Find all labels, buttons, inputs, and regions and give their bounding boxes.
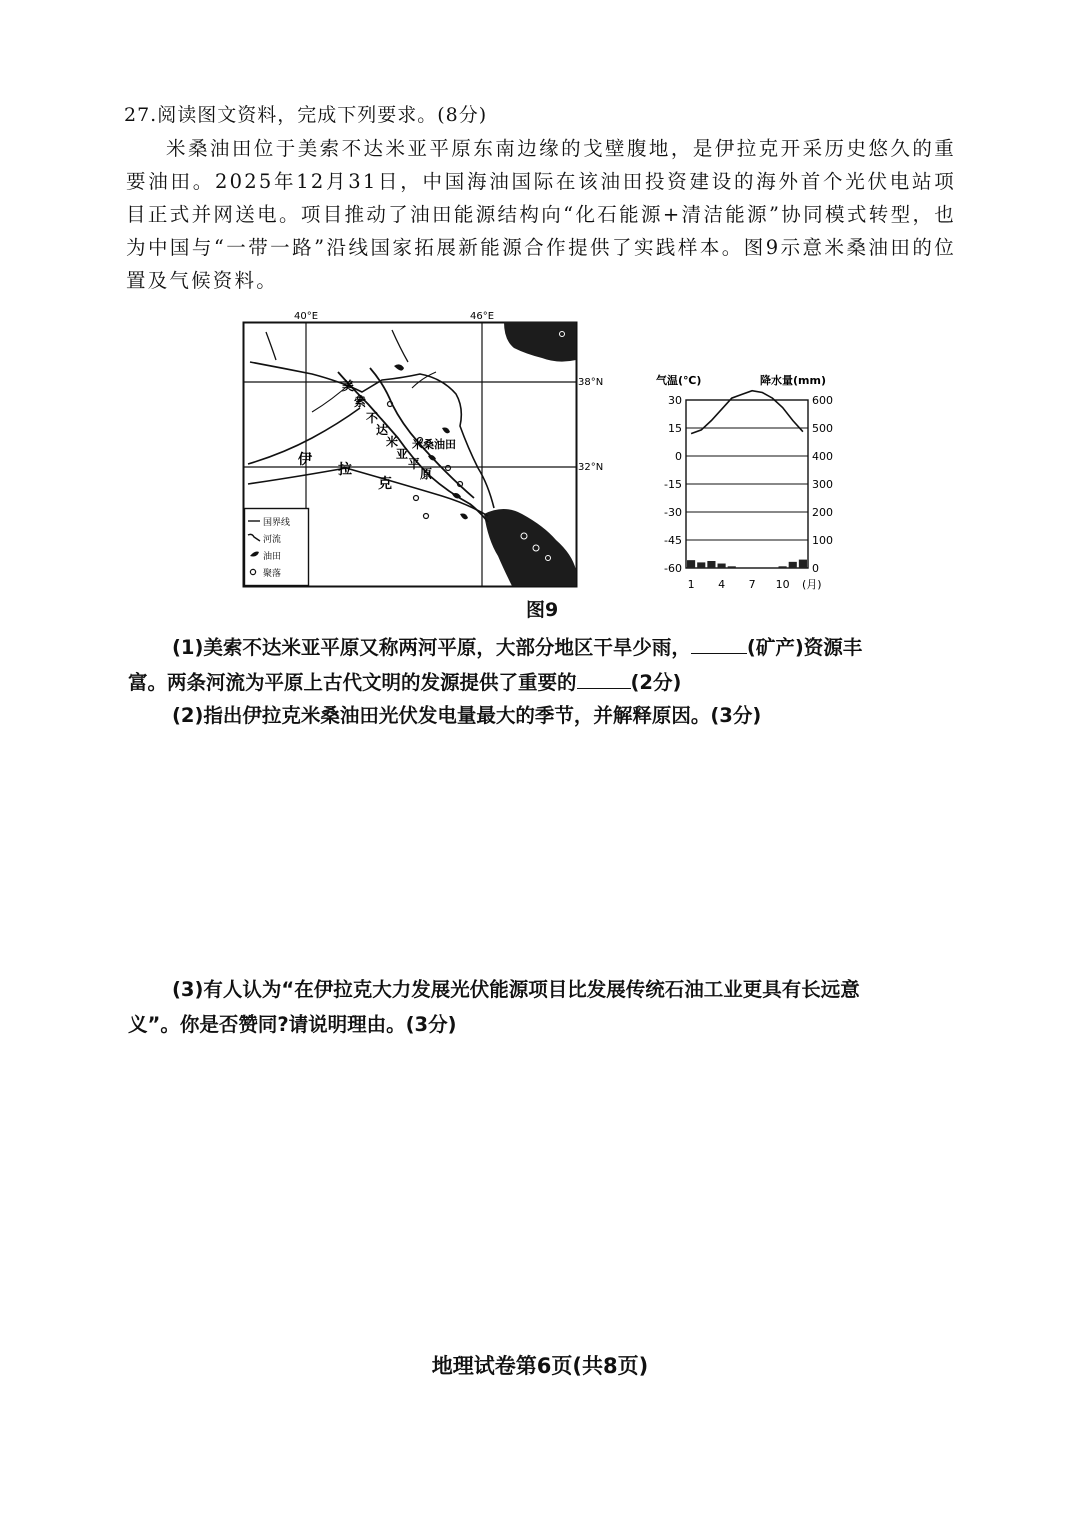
precipitation-bar xyxy=(789,562,797,568)
chart-tick-right: 100 xyxy=(812,534,833,547)
legend-label: 国界线 xyxy=(263,518,291,528)
answer-blank-condition[interactable] xyxy=(577,670,631,689)
map-place-label: 伊 xyxy=(298,452,312,468)
chart-tick-left: -15 xyxy=(664,478,682,491)
map-place-label: 亚 xyxy=(396,447,409,461)
sub-question-2 xyxy=(128,698,958,733)
chart-tick-left: 15 xyxy=(668,422,682,435)
precipitation-bar xyxy=(707,561,715,568)
q2-text: (2)指出伊拉克米桑油田光伏发电量最大的季节，并解释原因。(3分) xyxy=(172,704,762,727)
q1-line-2 xyxy=(128,665,958,700)
legend-label: 聚落 xyxy=(263,569,282,579)
chart-tick-x: 7 xyxy=(748,578,756,591)
chart-tick-right: 400 xyxy=(812,450,833,463)
precipitation-bar xyxy=(799,560,807,568)
precipitation-bar xyxy=(697,562,705,568)
q1-text-b: (矿产)资源丰 xyxy=(746,636,863,659)
figure-caption: 图9 xyxy=(526,599,559,621)
chart-tick-left: -60 xyxy=(664,562,682,575)
precipitation-bar xyxy=(779,566,787,568)
map-place-label: 拉 xyxy=(338,462,352,478)
chart-tick-right: 300 xyxy=(812,478,833,491)
chart-tick-left: 0 xyxy=(675,450,682,463)
chart-tick-right: 600 xyxy=(812,394,833,407)
chart-ylabel-left: 气温(℃) xyxy=(656,374,702,387)
chart-tick-right: 200 xyxy=(812,506,833,519)
sub-question-1 xyxy=(128,630,958,700)
map-place-label: 原 xyxy=(420,467,433,481)
q3-line-1 xyxy=(128,972,958,1007)
map-place-label: 美 xyxy=(342,379,355,393)
legend-label: 油田 xyxy=(263,552,282,562)
map-lon-label: 40°E xyxy=(294,311,319,322)
chart-tick-left: 30 xyxy=(668,394,682,407)
map-place-label: 米 xyxy=(386,435,399,449)
chart-x-unit: (月) xyxy=(802,578,822,591)
map-place-label: 克 xyxy=(378,476,392,492)
temperature-line xyxy=(691,391,803,434)
chart-tick-x: 4 xyxy=(718,578,726,591)
map-place-label: 不 xyxy=(366,411,379,425)
answer-blank-mineral[interactable] xyxy=(691,635,747,654)
map-lat-label: 32°N xyxy=(578,462,604,473)
chart-tick-right: 0 xyxy=(812,562,819,575)
page-footer: 地理试卷第6页(共8页) xyxy=(431,1354,649,1378)
map-place-label: 平 xyxy=(408,457,421,471)
chart-tick-right: 500 xyxy=(812,422,833,435)
sub-question-3 xyxy=(128,972,958,1042)
precipitation-bar xyxy=(718,564,726,568)
precipitation-bar xyxy=(687,560,695,568)
legend-label: 河流 xyxy=(263,535,282,545)
chart-grid xyxy=(686,400,808,568)
chart-ylabel-right: 降水量(mm) xyxy=(760,374,826,387)
map-lat-label: 38°N xyxy=(578,377,604,388)
map-lon-label: 46°E xyxy=(470,311,495,322)
oilfield-label: 米桑油田 xyxy=(412,438,456,451)
chart-tick-x: 10 xyxy=(775,578,790,591)
q1-text-c: 富。两条河流为平原上古代文明的发源提供了重要的 xyxy=(128,671,577,694)
q3-text-a: (3)有人认为“在伊拉克大力发展光伏能源项目比发展传统石油工业更具有长远意 xyxy=(172,978,860,1001)
map-place-label: 索 xyxy=(354,395,367,409)
q1-text-a: (1)美索不达米亚平原又称两河平原，大部分地区干旱少雨， xyxy=(172,636,691,659)
chart-tick-left: -30 xyxy=(664,506,682,519)
precipitation-bar xyxy=(728,566,736,568)
chart-tick-left: -45 xyxy=(664,534,682,547)
question-intro: 米桑油田位于美索不达米亚平原东南边缘的戈壁腹地，是伊拉克开采历史悠久的重要油田。2025年12月31日，中国海油国际在该油田投资建设的海外首个光伏电站项目正式并网送电。项目推动了油田能源结构向“化石能源+清洁能源”协同模式转型，也为中国与“一带一路”沿线国家拓展新能源合作提供了实践样本。图9示意米桑油田的位置及气候资料。 xyxy=(126,137,956,292)
iraq-location-map xyxy=(242,308,604,590)
map-place-label: 达 xyxy=(376,423,389,437)
q3-line-2: 义”。你是否赞同?请说明理由。(3分) xyxy=(128,1013,457,1036)
q1-line-1 xyxy=(128,630,958,665)
chart-tick-x: 1 xyxy=(687,578,695,591)
q1-text-d: (2分) xyxy=(630,671,682,694)
question-title: 27.阅读图文资料，完成下列要求。(8分) xyxy=(124,104,488,126)
climate-chart xyxy=(654,366,854,596)
